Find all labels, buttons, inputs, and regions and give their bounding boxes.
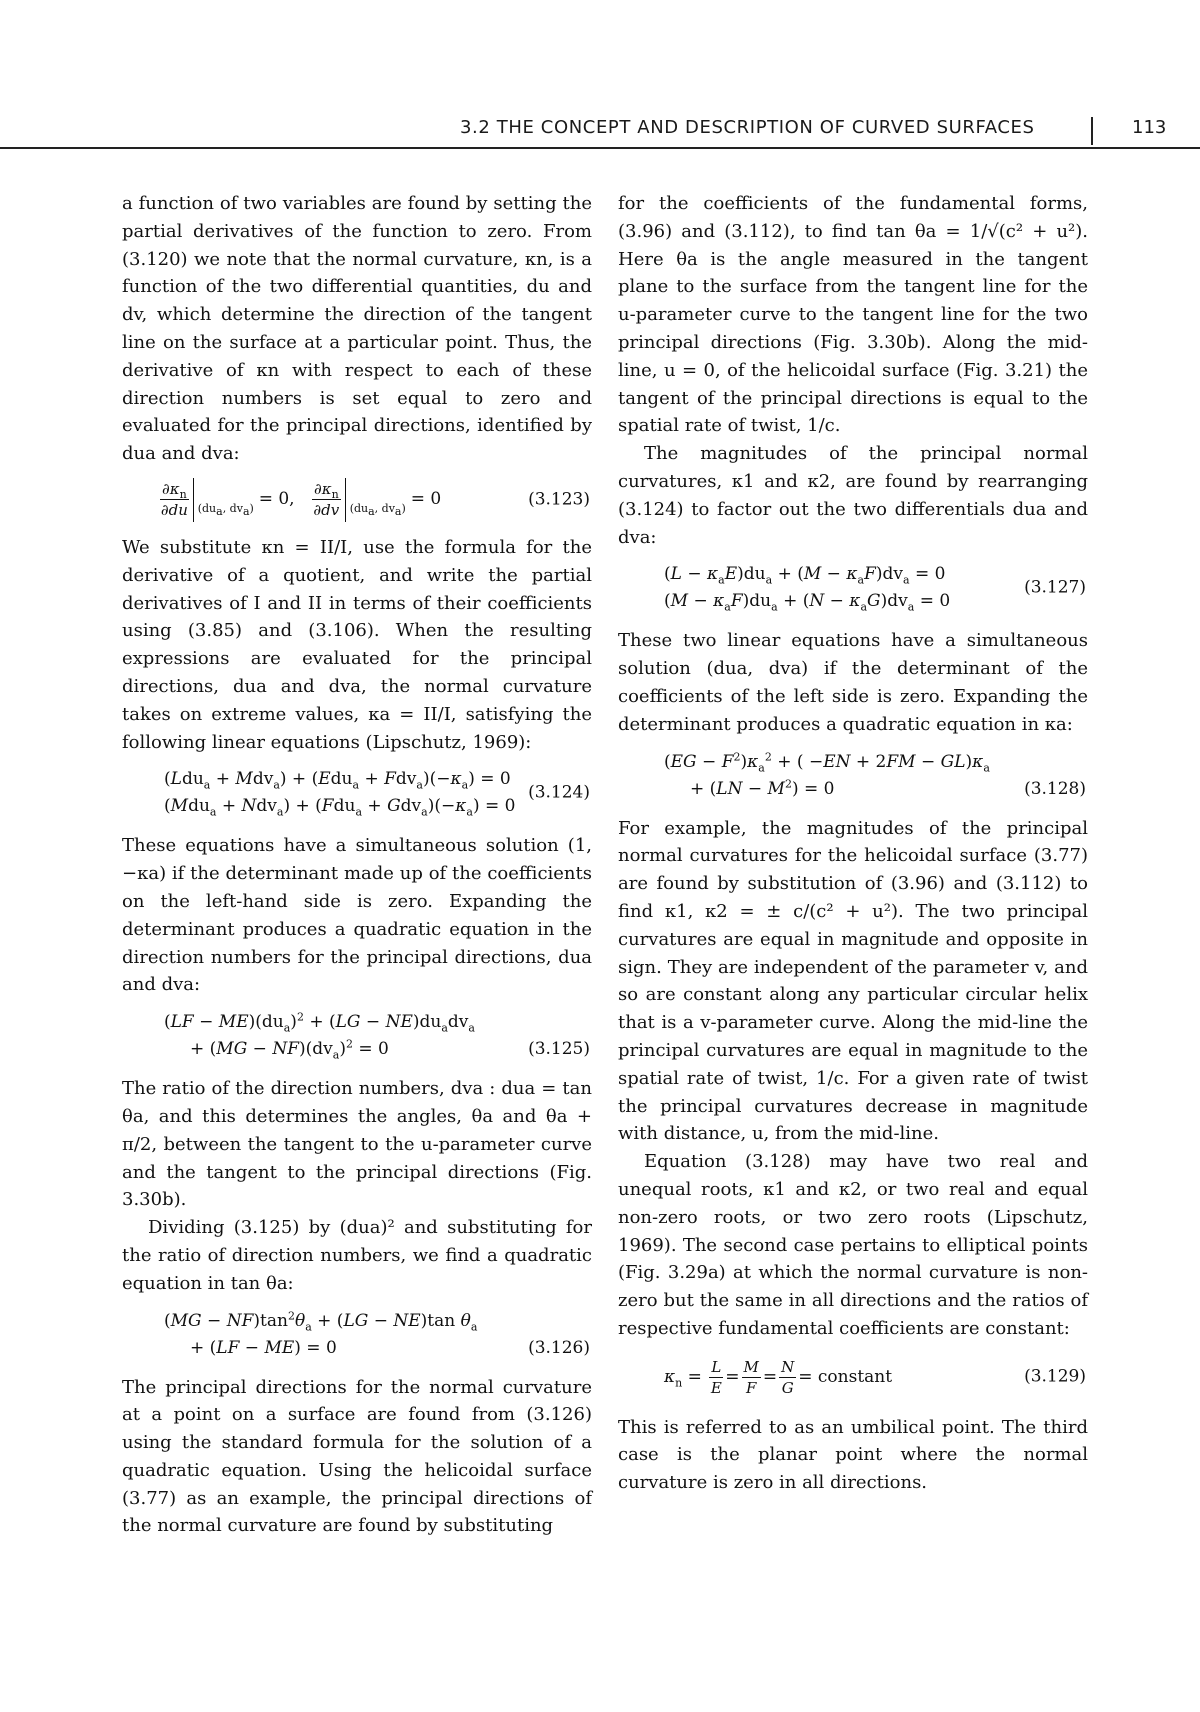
paragraph: The magnitudes of the principal normal curvatures, κ1 and κ2, are found by rearranging (3.124) to factor out the two differentials dua and dva: bbox=[618, 443, 1088, 548]
equation-3-127: $(L - \kappa_aE)du_a + (M - \kappa_aF)dv_a = 0$ $(M - \kappa_aF)du_a + (N - \kappa_aG)dv_a = 0$ (3.127) bbox=[664, 564, 1086, 614]
right-column bbox=[618, 190, 1088, 1497]
equation-number: (3.123) bbox=[528, 489, 590, 510]
equation-3-129: $\kappa_n$ = $\frac{L}{E}$ = $\frac{M}{F}$ = $\frac{N}{G}$ = constant (3.129) bbox=[664, 1357, 1086, 1397]
paragraph: a function of two variables are found by setting the partial derivatives of the function to zero. From (3.120) we note that the normal curvature, κn, is a function of the two differential quantities, du and dv, which determine the direction of the tangent line on the surface at a particular point. Thus, the derivative of κn with respect to each of these direction numbers is set equal to zero and evaluated for the principal directions, identified by dua and dva: bbox=[122, 193, 592, 465]
equation-number: (3.128) bbox=[1024, 778, 1086, 799]
paragraph: These equations have a simultaneous solution (1, −κa) if the determinant made up of the coefficients on the left-hand side is zero. Expanding the determinant produces a quadratic equation in the direction numbers for the principal directions, dua and dva: bbox=[122, 835, 592, 996]
equation-number: (3.129) bbox=[1024, 1366, 1086, 1387]
paragraph: Equation (3.128) may have two real and unequal roots, κ1 and κ2, or two real and equal non-zero roots, or two zero roots (Lipschutz, 1969). The second case pertains to elliptical points (Fig. 3.29a) at which the normal curvature is non-zero but the same in all directions and the ratios of respective fundamental coefficients are constant: bbox=[618, 1151, 1088, 1339]
equation-3-125: $(LF - ME)(du_a)^2 + (LG - NE)du_adv_a$ + $(MG - NF)(dv_a)^2 = 0$ (3.125) bbox=[164, 1010, 590, 1062]
paragraph: Dividing (3.125) by (dua)² and substituting for the ratio of direction numbers, we find a quadratic equation in tan θa: bbox=[122, 1217, 592, 1294]
paragraph: This is referred to as an umbilical point. The third case is the planar point where the normal curvature is zero in all directions. bbox=[618, 1416, 1088, 1494]
equation-number: (3.127) bbox=[1024, 577, 1086, 598]
equation-number: (3.124) bbox=[528, 782, 590, 803]
equation-3-128: $(EG - F^2)\kappa_a^2$ + ( $-EN + 2FM - GL)\kappa_a$ + $(LN - M^2) = 0$ (3.128) bbox=[618, 749, 1088, 803]
paragraph: for the coefficients of the fundamental forms, (3.96) and (3.112), to find tan θa = 1/√(c² + u²). Here θa is the angle measured in the tangent plane to the surface from the tangent line for the u-parameter curve to the tangent line for the two principal directions (Fig. 3.30b). Along the mid-line, u = 0, of the helicoidal surface (Fig. 3.21) the tangent of the principal directions is equal to the spatial rate of twist, 1/c. bbox=[618, 193, 1088, 437]
running-header bbox=[0, 0, 1200, 150]
section-title: 3.2 THE CONCEPT AND DESCRIPTION OF CURVED SURFACES bbox=[460, 117, 1035, 138]
paragraph: For example, the magnitudes of the principal normal curvatures for the helicoidal surface (3.77) are found by substitution of (3.96) and (3.112) to find κ1, κ2 = ± c/(c² + u²). The two principal curvatures are equal in magnitude and opposite in sign. They are independent of the parameter v, and so are constant along any particular circular helix that is a v-parameter curve. Along the mid-line the principal curvatures are equal in magnitude to the spatial rate of twist, 1/c. For a given rate of twist the principal curvatures decrease in magnitude with distance, u, from the mid-line. bbox=[618, 817, 1088, 1145]
paragraph: These two linear equations have a simultaneous solution (dua, dva) if the determinant of the coefficients of the left side is zero. Expanding the determinant produces a quadratic equation in κa: bbox=[618, 630, 1088, 735]
equation-number: (3.125) bbox=[528, 1039, 590, 1060]
paragraph: We substitute κn = II/I, use the formula for the derivative of a quotient, and write the partial derivatives of I and II in terms of their coefficients using (3.85) and (3.106). When the resulting expressions are evaluated for the principal directions, dua and dva, the normal curvature takes on extreme values, κa = II/I, satisfying the following linear equations (Lipschutz, 1969): bbox=[122, 536, 592, 753]
equation-3-124: $(Ldu_a + Mdv_a) + (Edu_a + Fdv_a)(-\kappa_a) = 0$ $(Mdu_a + Ndv_a) + (Fdu_a + Gdv_a)(-\kappa_a) = 0$ (3.124) bbox=[164, 769, 590, 819]
header-divider bbox=[1091, 117, 1093, 145]
left-column bbox=[122, 190, 592, 1540]
equation-3-126: $(MG - NF)\tan^2\theta_a + (LG - NE)\tan$ $\theta_a$ + (LF − ME) = 0 (3.126) bbox=[122, 1308, 592, 1362]
equation-number: (3.126) bbox=[528, 1337, 590, 1358]
equation-3-123: $\frac{\partial\kappa_n}{\partial du}$ ($du_a$, $dv_a$) = 0, $\frac{\partial\kappa_n}{\partial dv}$ ($du_a$, $dv_a$) = 0 (3.123) bbox=[122, 478, 592, 522]
paragraph: The ratio of the direction numbers, dva : dua = tan θa, and this determines the angles, θa and θa + π/2, between the tangent to the u-parameter curve and the tangent to the principal directions (Fig. 3.30b). bbox=[122, 1078, 592, 1211]
header-rule bbox=[0, 147, 1200, 149]
page-number: 113 bbox=[1132, 117, 1167, 138]
paragraph: The principal directions for the normal curvature at a point on a surface are found from (3.126) using the standard formula for the solution of a quadratic equation. Using the helicoidal surface (3.77) as an example, the principal directions of the normal curvature are found by substituting bbox=[122, 1376, 592, 1537]
